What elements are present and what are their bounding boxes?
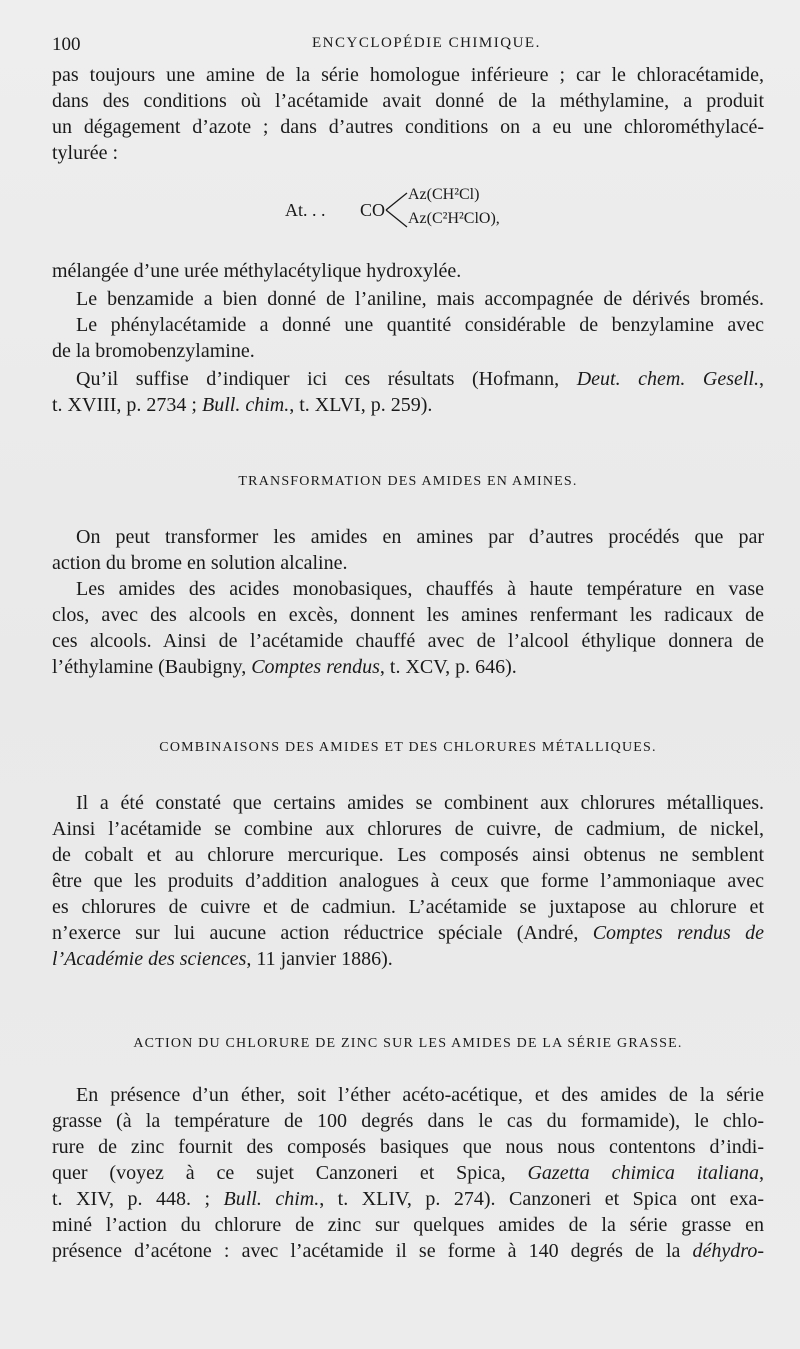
citation-title: Bull. chim. [223,1188,320,1210]
text-line: pas toujours une amine de la série homologue inférieure ; car le chloracétamide, [52,64,764,86]
text-line: En présence d’un éther, soit l’éther acéto-acétique, et des amides de la série [76,1084,764,1106]
citation-title: Comptes rendus de [592,922,764,944]
text-line: Le phénylacétamide a donné une quantité considérable de benzylamine avec [76,314,764,336]
page-header [52,34,764,58]
text-span: n’exerce sur lui aucune action réductrice spéciale (André, [52,922,593,944]
text-line [52,920,764,946]
formula-upper-branch: Az(CH²Cl) [408,186,480,203]
text-span: t. XIV, p. 448. ; [52,1188,224,1210]
text-span: , [759,1162,764,1184]
text-line [52,946,764,972]
citation-title: l’Académie des sciences [52,948,247,970]
text-line: rure de zinc fournit des composés basiques que nous nous contentons d’indi- [52,1136,764,1158]
text-line: Le benzamide a bien donné de l’aniline, mais accompagnée de dérivés bromés. [76,288,764,310]
text-line: être que les produits d’addition analogues à ceux que forme l’ammoniaque avec [52,870,764,892]
text-span: , t. XCV, p. 646). [379,656,517,678]
text-line: miné l’action du chlorure de zinc sur quelques amides de la série grasse en [52,1214,764,1236]
text-span: , t. XLVI, p. 259). [289,394,433,416]
text-line: clos, avec des alcools en excès, donnent les amines renfermant les radicaux de [52,604,764,626]
text-line: de cobalt et au chlorure mercurique. Les composés ainsi obtenus ne semblent [52,844,764,866]
text-line: de la bromobenzylamine. [52,340,255,362]
text-line: un dégagement d’azote ; dans d’autres conditions on a eu une chlorométhylacé- [52,116,764,138]
text-span: t. XVIII, p. 2734 ; [52,394,202,416]
text-span: l’éthylamine (Baubigny, [52,656,252,678]
text-line: mélangée d’une urée méthylacétylique hydroxylée. [52,260,462,282]
text-line: Ainsi l’acétamide se combine aux chlorures de cuivre, de cadmium, de nickel, [52,818,764,840]
text-line: On peut transformer les amides en amines par d’autres procédés que par [76,526,764,548]
citation-title: Bull. chim. [201,394,290,416]
italic-word: déhydro- [692,1240,764,1262]
text-span: , t. XLIV, p. 274). Canzoneri et Spica ont exa- [319,1188,764,1210]
section-heading: COMBINAISONS DES AMIDES ET DES CHLORURES MÉTALLIQUES. [159,740,657,755]
text-line: grasse (à la température de 100 degrés dans le cas du formamide), le chlo- [52,1110,764,1132]
text-span: présence d’acétone : avec l’acétamide il se forme à 140 degrés de la [52,1240,693,1262]
section-heading: ACTION DU CHLORURE DE ZINC SUR LES AMIDES DE LA SÉRIE GRASSE. [133,1036,683,1051]
citation-title: Deut. chem. Gesell. [576,368,759,390]
formula-bracket-icon [385,190,409,230]
formula-prefix: At. . . [285,200,326,220]
text-line [52,392,764,418]
citation-title: Gazetta chimica italiana [527,1162,759,1184]
running-title: ENCYCLOPÉDIE CHIMIQUE. [312,35,541,51]
page-number: 100 [52,34,81,55]
text-span: Qu’il suffise d’indiquer ici ces résultats (Hofmann, [76,368,577,390]
section-heading: TRANSFORMATION DES AMIDES EN AMINES. [238,474,578,489]
text-line [52,654,764,680]
text-line: Il a été constaté que certains amides se combinent aux chlorures métalliques. [76,792,764,814]
text-line: tylurée : [52,142,119,164]
text-line: dans des conditions où l’acétamide avait donné de la méthylamine, a produit [52,90,764,112]
text-line: Les amides des acides monobasiques, chauffés à haute température en vase [76,578,764,600]
text-span: quer (voyez à ce sujet Canzoneri et Spica, [52,1162,528,1184]
text-span: , 11 janvier 1886). [246,948,393,970]
text-line [76,366,764,392]
text-line [52,1160,764,1186]
chemical-formula [285,186,545,236]
text-line: es chlorures de cuivre et de cadmiun. L’acétamide se juxtapose au chlorure et [52,896,764,918]
formula-lower-branch: Az(C²H²ClO), [408,210,500,227]
formula-center: CO [360,200,386,220]
text-span: , [759,368,764,390]
text-line: action du brome en solution alcaline. [52,552,348,574]
text-line: ces alcools. Ainsi de l’acétamide chauffé avec de l’alcool éthylique donnera de [52,630,764,652]
text-line [52,1186,764,1212]
text-line [52,1238,764,1264]
citation-title: Comptes rendus [251,656,380,678]
